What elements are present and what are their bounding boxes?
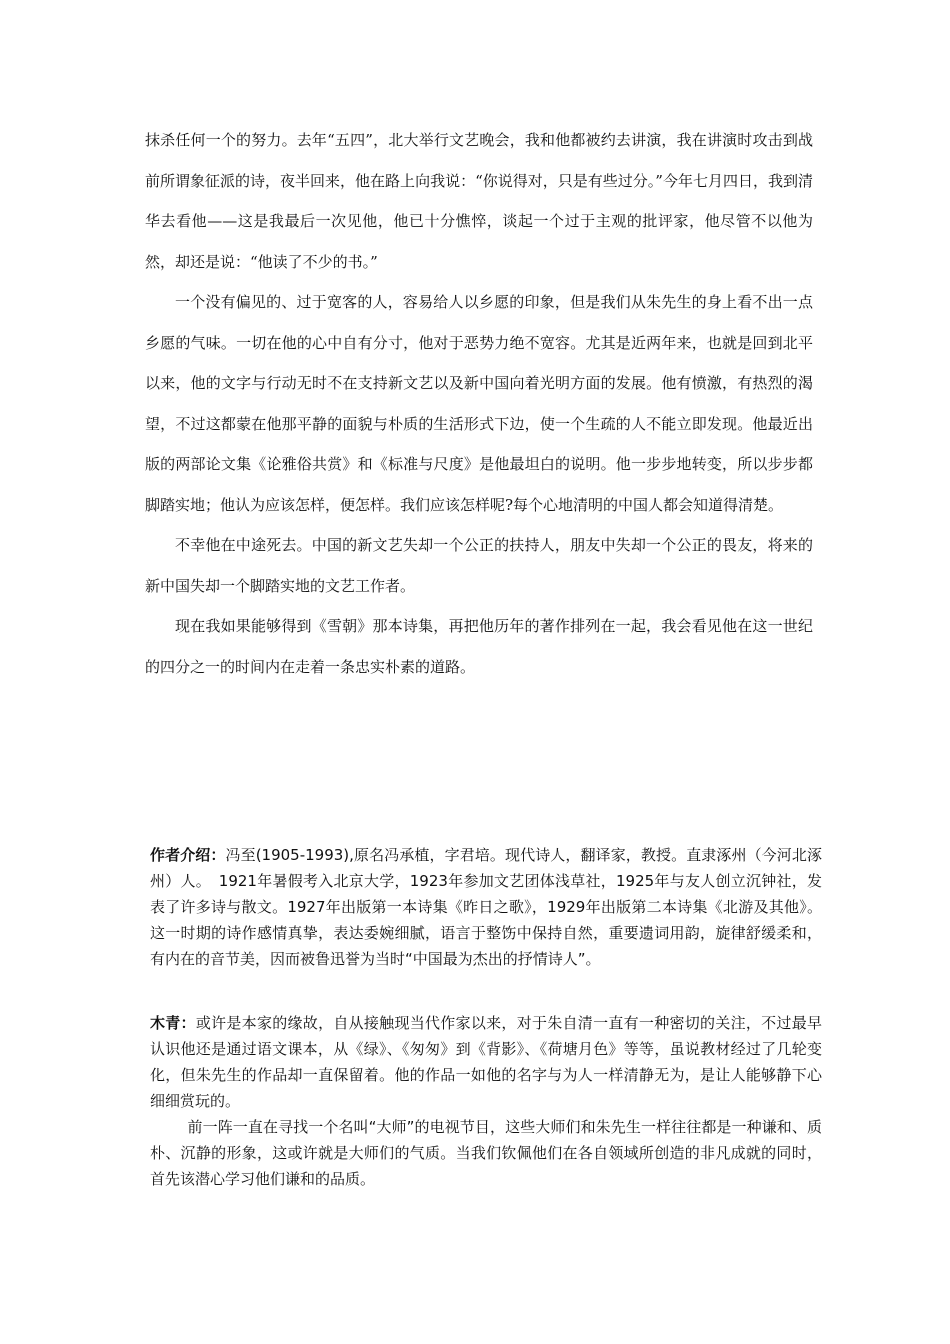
muqing-text: 或许是本家的缘故，自从接触现当代作家以来，对于朱自清一直有一种密切的关注，不过最早认识他还是通过语文课本，从《绿》、《匆匆》到《背影》、《荷塘月色》等等，虽说教材经过了几轮变化，但朱先生的作品却一直保留着。他的作品一如他的名字与为人一样清静无为，是让人能够静下心细细赏玩的。 <box>150 1014 822 1110</box>
author-introduction-label: 作者介绍： <box>150 846 226 864</box>
essay-paragraph-2: 一个没有偏见的、过于宽客的人，容易给人以乡愿的印象，但是我们从朱先生的身上看不出一点乡愿的气味。一切在他的心中自有分寸，他对于恶势力绝不宽容。尤其是近两年来，也就是回到北平以来，他的文字与行动无时不在支持新文艺以及新中国向着光明方面的发展。他有愤激，有热烈的渴望，不过这都蒙在他那平静的面貌与朴质的生活形式下边，使一个生疏的人不能立即发现。他最近出版的两部论文集《论雅俗共赏》和《标准与尺度》是他最坦白的说明。他一步步地转变，所以步步都脚踏实地；他认为应该怎样，便怎样。我们应该怎样呢?每个心地清明的中国人都会知道得清楚。 <box>145 293 813 514</box>
author-introduction-text: 冯至(1905-1993),原名冯承植，字君培。现代诗人，翻译家，教授。直隶涿州（今河北涿州）人。 1921年暑假考入北京大学，1923年参加文艺团体浅草社，1925年与友人创立沉钟社，发表了许多诗与散文。1927年出版第一本诗集《昨日之歌》，1929年出版第二本诗集《北游及其他》。这一时期的诗作感情真挚，表达委婉细腻，语言于整饬中保持自然，重要遗词用韵，旋律舒缓柔和，有内在的音节美，因而被鲁迅誉为当时“中国最为杰出的抒情诗人”。 <box>150 846 822 968</box>
muqing-commentary <box>150 1010 822 1192</box>
essay-paragraph-3: 不幸他在中途死去。中国的新文艺失却一个公正的扶持人，朋友中失却一个公正的畏友，将来的新中国失却一个脚踏实地的文艺工作者。 <box>145 536 813 595</box>
essay-paragraph-1: 抹杀任何一个的努力。去年“五四”，北大举行文艺晚会，我和他都被约去讲演，我在讲演时攻击到战前所谓象征派的诗，夜半回来，他在路上向我说：“你说得对，只是有些过分。”今年七月四日，我到清华去看他——这是我最后一次见他，他已十分憔悴，谈起一个过于主观的批评家，他尽管不以他为然，却还是说：“他读了不少的书。” <box>145 131 813 271</box>
muqing-paragraph-1 <box>150 1010 822 1114</box>
author-introduction-paragraph <box>150 842 822 972</box>
essay-paragraph-4: 现在我如果能够得到《雪朝》那本诗集，再把他历年的著作排列在一起，我会看见他在这一世纪的四分之一的时间内在走着一条忠实朴素的道路。 <box>145 617 813 676</box>
muqing-paragraph-2: 前一阵一直在寻找一个名叫“大师”的电视节目，这些大师们和朱先生一样往往都是一种谦和、质朴、沉静的形象，这或许就是大师们的气质。当我们钦佩他们在各自领域所创造的非凡成就的同时，首先该潜心学习他们谦和的品质。 <box>150 1118 822 1188</box>
essay-body <box>145 120 813 687</box>
muqing-label: 木青： <box>150 1014 196 1032</box>
author-introduction <box>150 842 822 972</box>
